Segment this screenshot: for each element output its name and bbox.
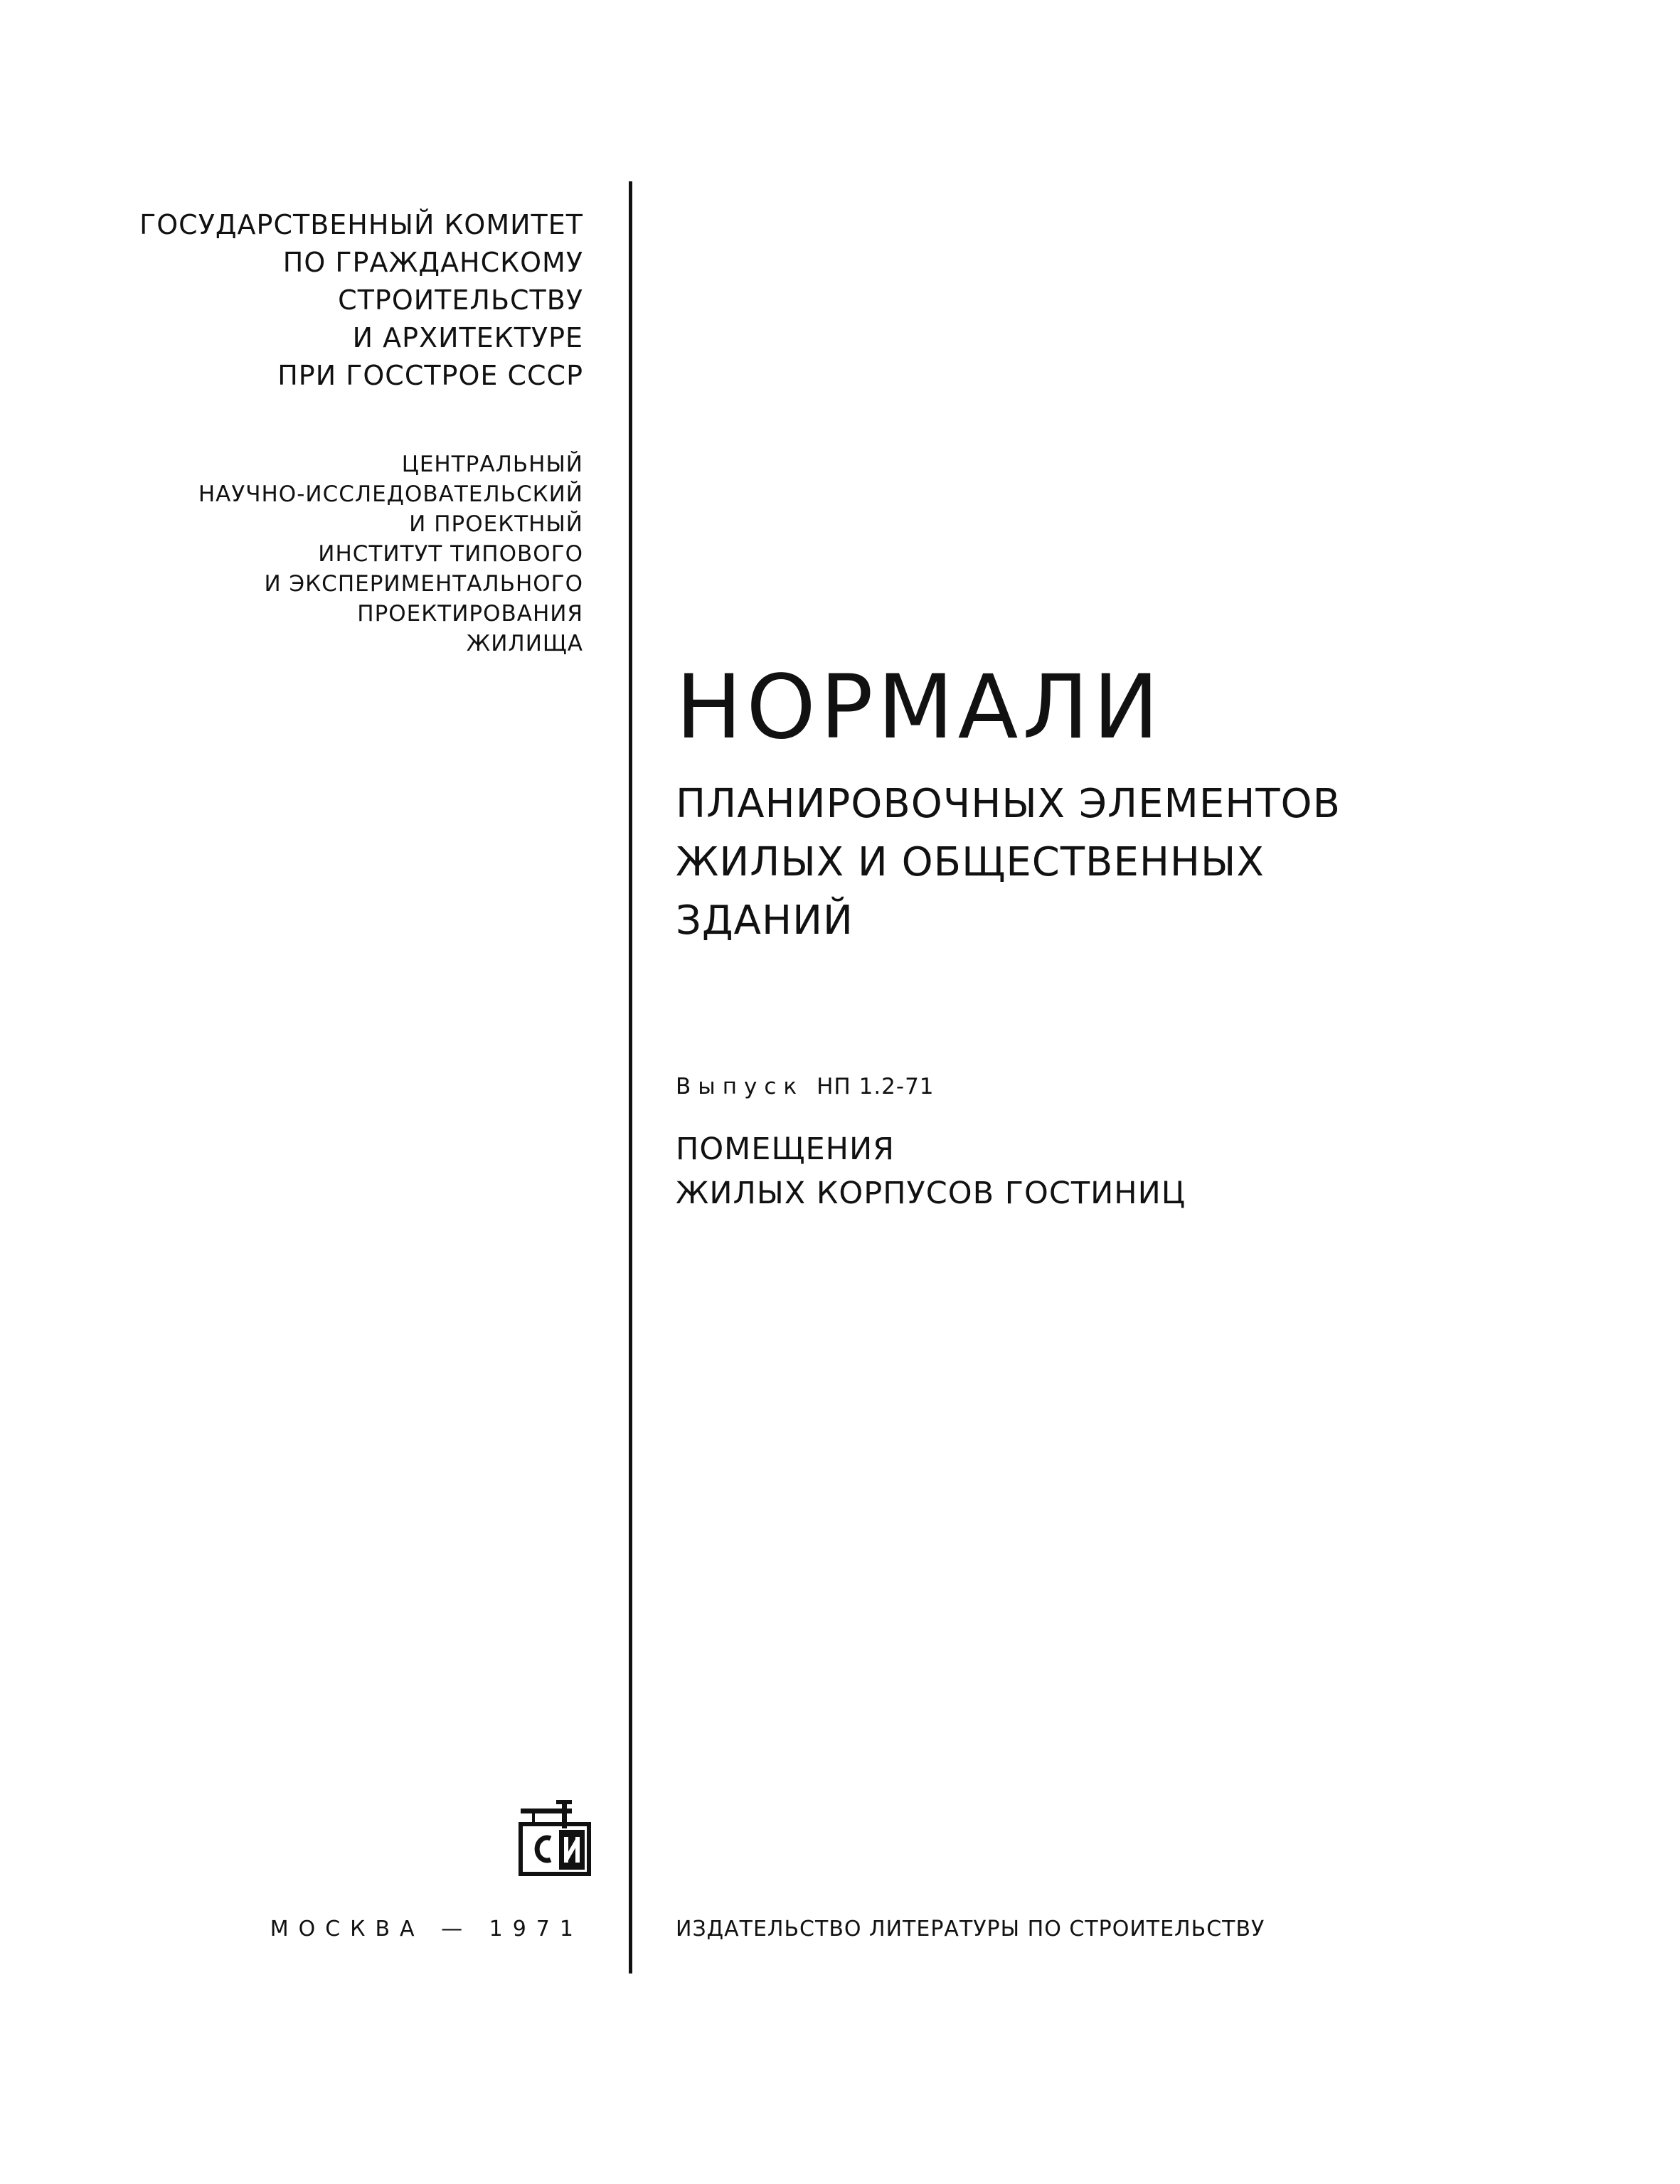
issue-title: [676, 1127, 1186, 1215]
publisher-logo-icon: [515, 1796, 597, 1877]
subtitle-line: ЗДАНИЙ: [676, 897, 854, 944]
issue-number: [676, 1074, 935, 1099]
committee-name: [139, 206, 583, 395]
committee-line: И АРХИТЕКТУРЕ: [352, 322, 583, 353]
institute-line: И ЭКСПЕРИМЕНТАЛЬНОГО: [264, 571, 583, 597]
vertical-divider: [629, 181, 632, 1973]
subtitle-line: ЖИЛЫХ И ОБЩЕСТВЕННЫХ: [676, 839, 1265, 885]
institute-line: ПРОЕКТИРОВАНИЯ: [357, 601, 583, 627]
institute-line: НАУЧНО-ИССЛЕДОВАТЕЛЬСКИЙ: [198, 481, 583, 507]
institute-line: ЖИЛИЩА: [466, 631, 583, 656]
institute-name: [198, 449, 583, 659]
subtitle-line: ПЛАНИРОВОЧНЫХ ЭЛЕМЕНТОВ: [676, 781, 1341, 827]
institute-line: И ПРОЕКТНЫЙ: [409, 511, 583, 537]
city-year: МОСКВА — 1971: [270, 1917, 583, 1941]
issue-label: Выпуск: [676, 1074, 804, 1099]
issue-code: НП 1.2-71: [817, 1074, 935, 1099]
committee-line: ПО ГРАЖДАНСКОМУ: [282, 247, 583, 278]
committee-line: СТРОИТЕЛЬСТВУ: [338, 284, 583, 316]
main-title: НОРМАЛИ: [676, 656, 1164, 759]
institute-line: ЦЕНТРАЛЬНЫЙ: [401, 452, 583, 477]
committee-line: ПРИ ГОССТРОЕ СССР: [277, 360, 583, 391]
issue-title-line: ПОМЕЩЕНИЯ: [676, 1131, 895, 1167]
committee-line: ГОСУДАРСТВЕННЫЙ КОМИТЕТ: [139, 209, 583, 240]
publisher-name: ИЗДАТЕЛЬСТВО ЛИТЕРАТУРЫ ПО СТРОИТЕЛЬСТВУ: [676, 1917, 1265, 1941]
issue-title-line: ЖИЛЫХ КОРПУСОВ ГОСТИНИЦ: [676, 1176, 1186, 1211]
institute-line: ИНСТИТУТ ТИПОВОГО: [318, 541, 583, 567]
subtitle: [676, 775, 1341, 950]
